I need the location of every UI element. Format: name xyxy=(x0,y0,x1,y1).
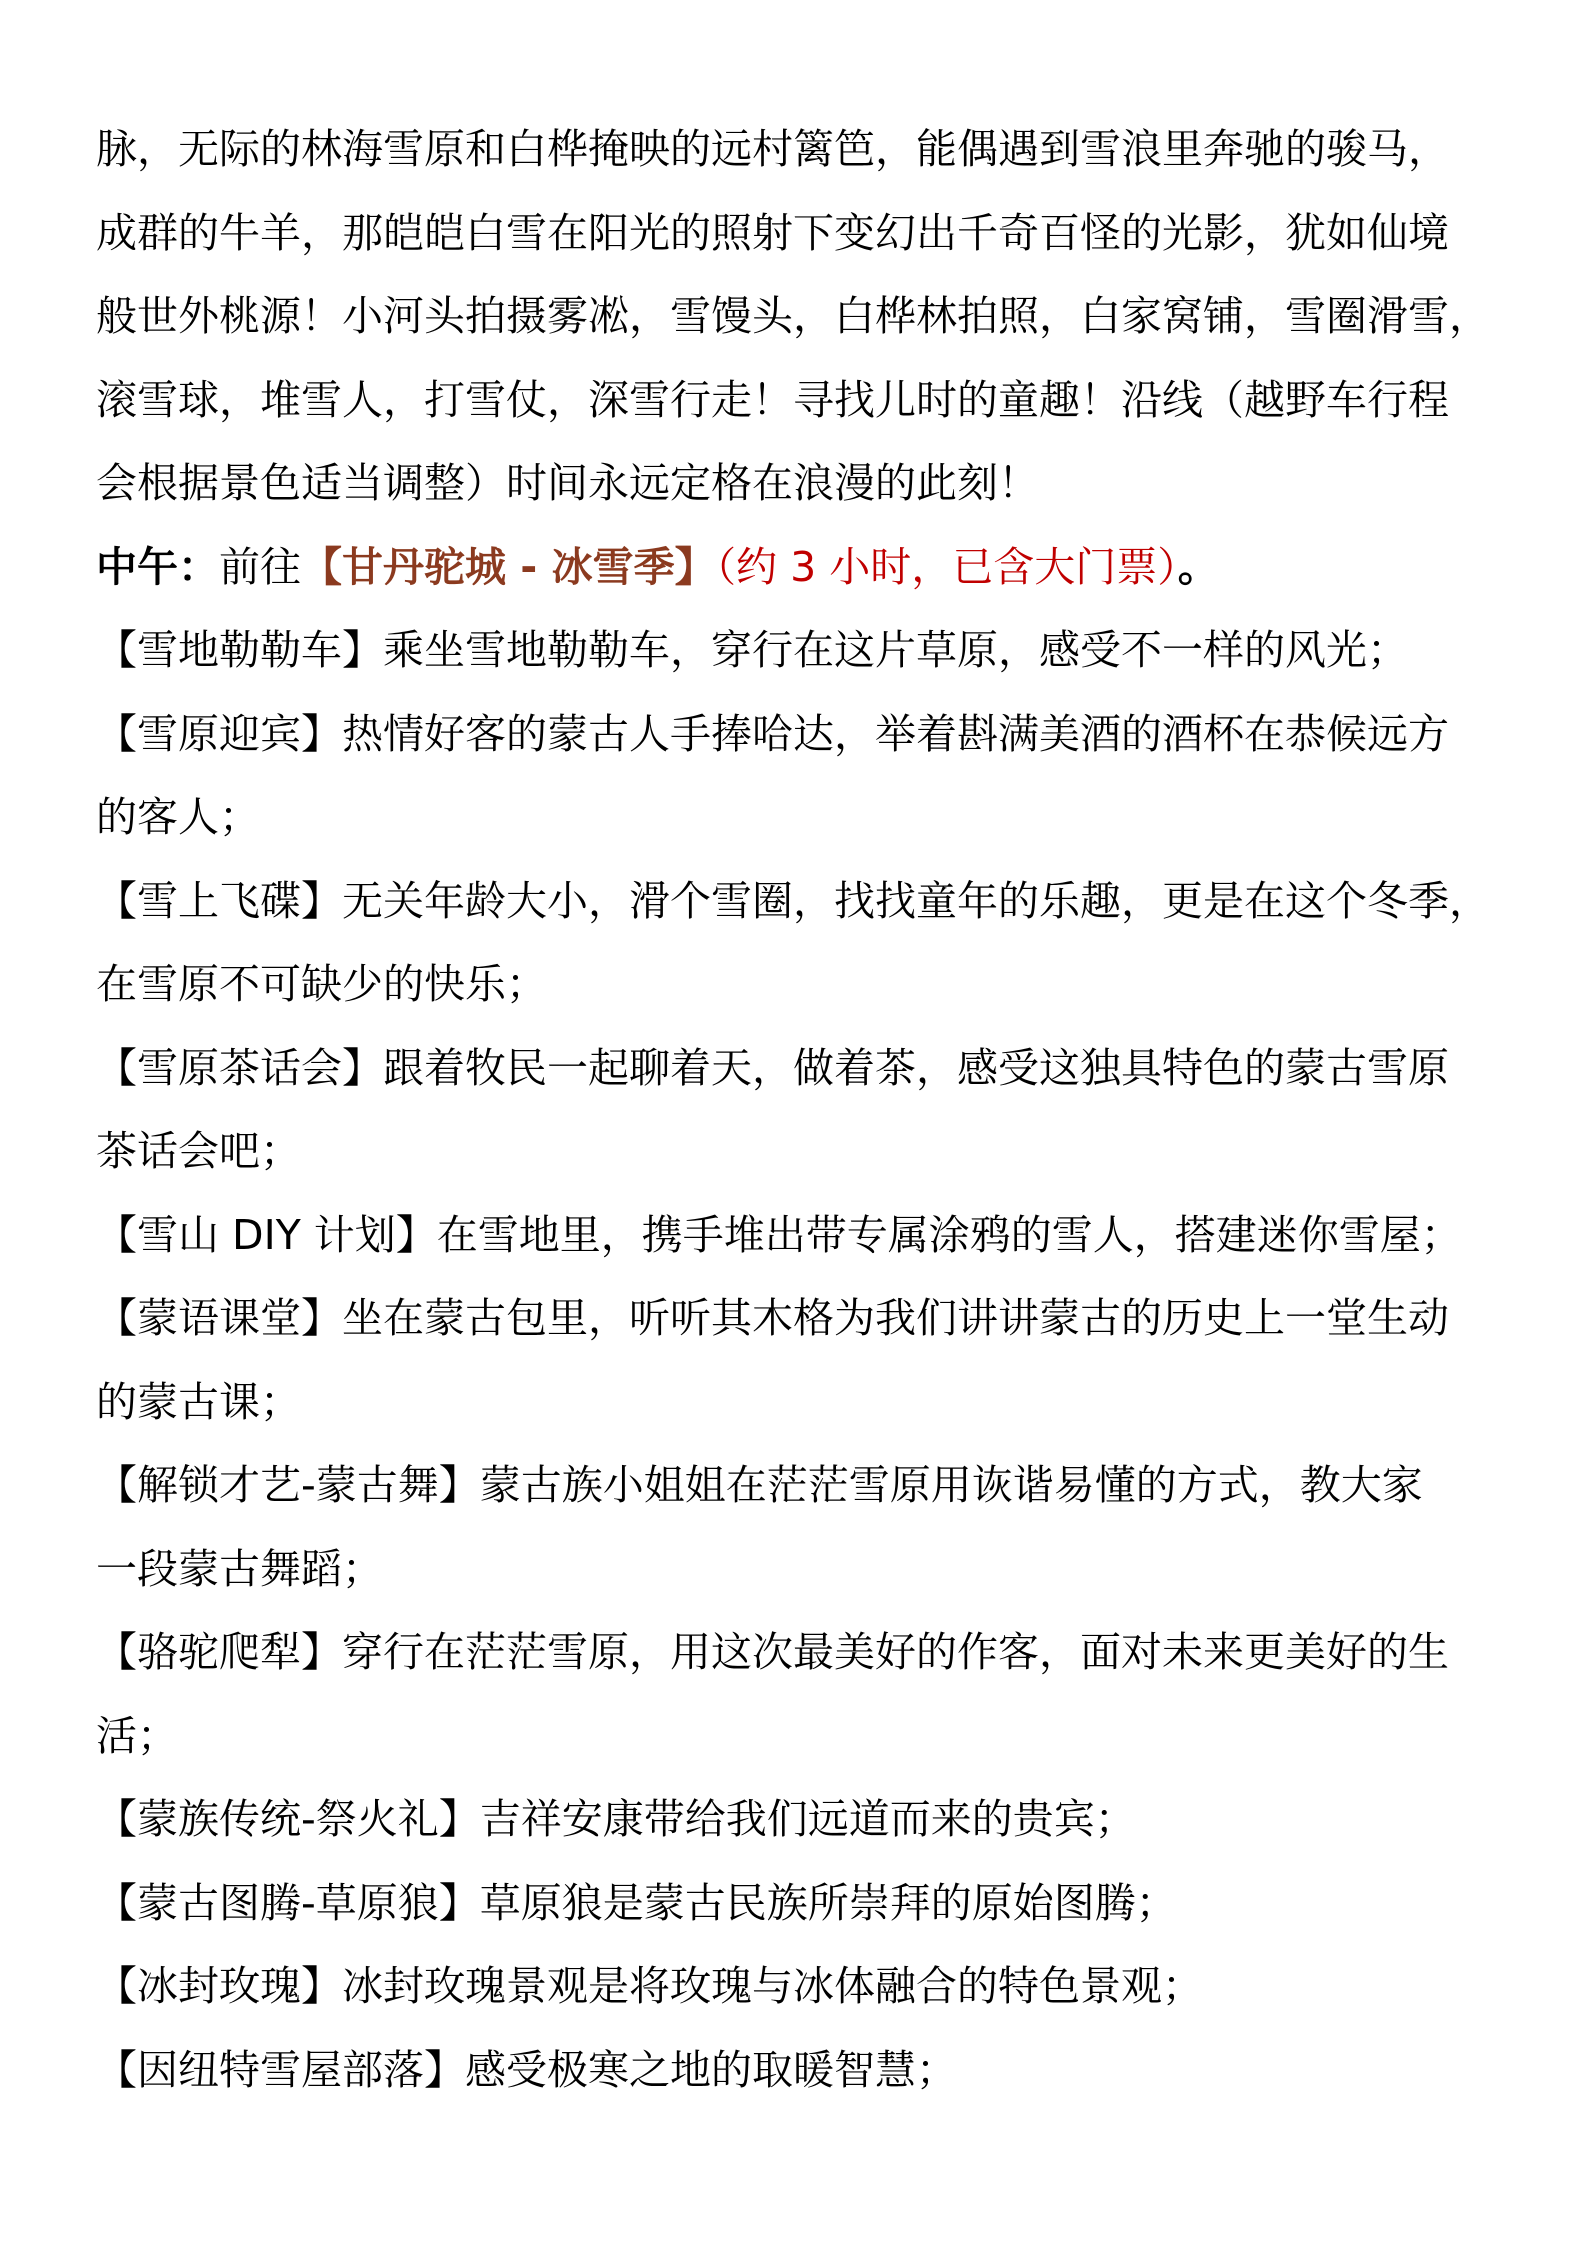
activity-line: 在雪原不可缺少的快乐； xyxy=(96,960,547,1008)
activity-line: 活； xyxy=(96,1711,178,1760)
text-line: 般世外桃源！小河头拍摄雾凇，雪馒头，白桦林拍照，白家窝铺，雪圈滑雪， xyxy=(96,292,1490,340)
text-line: 脉，无际的林海雪原和白桦掩映的远村篱笆，能偶遇到雪浪里奔驰的骏马， xyxy=(96,125,1449,173)
activity-line: 的蒙古课； xyxy=(96,1377,301,1426)
noon-prefix: 前往 xyxy=(219,542,301,591)
activity-line: 【雪原迎宾】热情好客的蒙古人手捧哈达，举着斟满美酒的酒杯在恭候远方 xyxy=(96,709,1449,758)
activity-line: 【蒙族传统-祭火礼】吉祥安康带给我们远道而来的贵宾； xyxy=(96,1795,1136,1843)
activity-line: 茶话会吧； xyxy=(96,1127,301,1175)
activity-line: 【蒙古图腾-草原狼】草原狼是蒙古民族所崇拜的原始图腾； xyxy=(96,1878,1177,1927)
noon-suffix: 。 xyxy=(1177,542,1219,591)
activity-line: 【雪上飞碟】无关年龄大小，滑个雪圈，找找童年的乐趣，更是在这个冬季， xyxy=(96,876,1490,925)
activity-line: 【雪原茶话会】跟着牧民一起聊着天，做着茶，感受这独具特色的蒙古雪原 xyxy=(96,1043,1449,1092)
activity-list xyxy=(96,609,1500,2112)
noon-heading xyxy=(96,526,1500,610)
activity-line: 【雪地勒勒车】乘坐雪地勒勒车，穿行在这片草原，感受不一样的风光； xyxy=(96,626,1408,674)
noon-label: 中午： xyxy=(96,542,219,591)
activity-line: 【冰封玫瑰】冰封玫瑰景观是将玫瑰与冰体融合的特色景观； xyxy=(96,1962,1203,2010)
text-line: 成群的牛羊，那皑皑白雪在阳光的照射下变幻出千奇百怪的光影，犹如仙境 xyxy=(96,208,1449,257)
noon-note: （约 3 小时，已含大门票） xyxy=(715,542,1178,591)
activity-line: 【因纽特雪屋部落】感受极寒之地的取暖智慧； xyxy=(96,2045,957,2094)
document-page xyxy=(96,108,1500,2112)
activity-line: 一段蒙古舞蹈； xyxy=(96,1544,383,1593)
activity-line: 【蒙语课堂】坐在蒙古包里，听听其木格为我们讲讲蒙古的历史上一堂生动 xyxy=(96,1294,1449,1342)
text-line: 会根据景色适当调整）时间永远定格在浪漫的此刻！ xyxy=(96,459,1039,507)
activity-line: 【解锁才艺-蒙古舞】蒙古族小姐姐在茫茫雪原用诙谐易懂的方式，教大家 xyxy=(96,1461,1423,1509)
activity-line: 【骆驼爬犁】穿行在茫茫雪原，用这次最美好的作客，面对未来更美好的生 xyxy=(96,1628,1449,1676)
text-line: 滚雪球，堆雪人，打雪仗，深雪行走！寻找儿时的童趣！沿线（越野车行程 xyxy=(96,375,1449,424)
intro-paragraph xyxy=(96,108,1500,526)
noon-destination: 【甘丹驼城 - 冰雪季】 xyxy=(301,542,716,591)
activity-line: 的客人； xyxy=(96,793,260,841)
activity-line: 【雪山 DIY 计划】在雪地里，携手堆出带专属涂鸦的雪人，搭建迷你雪屋； xyxy=(96,1210,1462,1259)
